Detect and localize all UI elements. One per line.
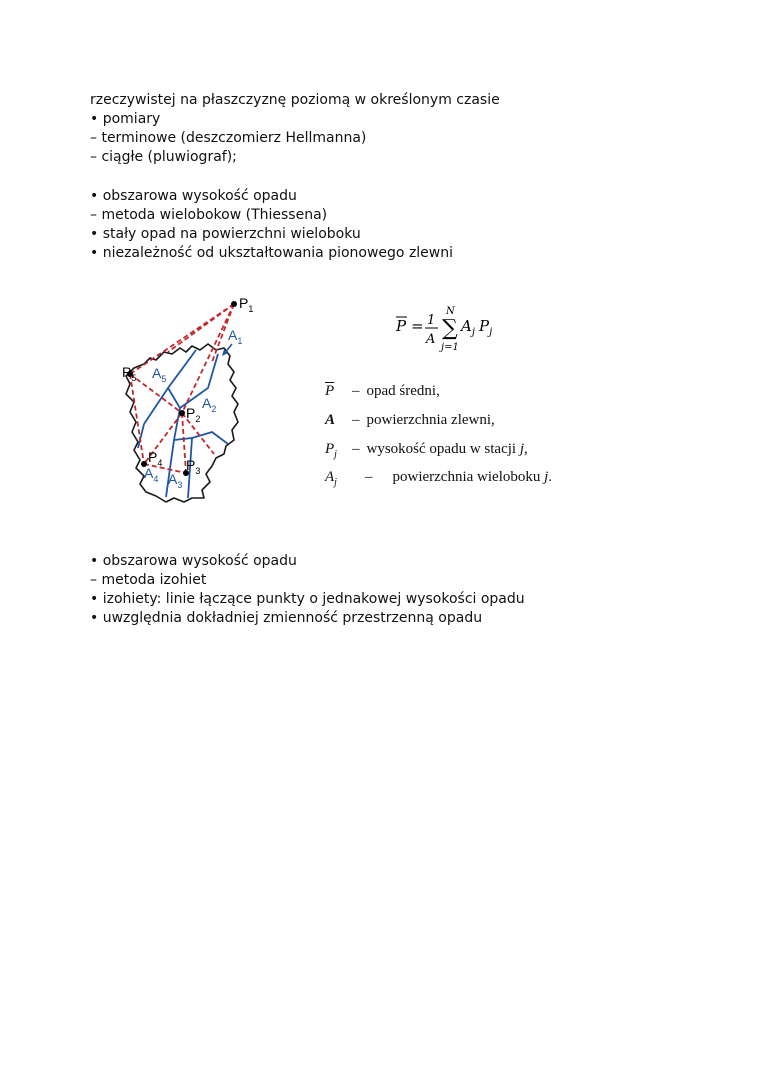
station-p2-dot: [179, 410, 185, 416]
stations: [127, 301, 237, 476]
text-line: • stały opad na powierzchni wieloboku: [90, 226, 361, 242]
legend-symbol: $\overline{P}$: [325, 383, 335, 399]
formula-equals: =: [411, 317, 424, 335]
legend-dash: –: [352, 412, 360, 428]
legend-dash: –: [352, 441, 360, 457]
connection-p5-p4: [130, 374, 144, 464]
legend-dash: –: [365, 469, 373, 485]
station-label-p2: $P_2$: [186, 405, 201, 424]
legend-text: powierzchnia zlewni,: [366, 412, 495, 428]
legend-dash: –: [352, 383, 360, 399]
formula-sum-symbol: ∑: [442, 316, 458, 341]
legend-row-polygon: [325, 468, 552, 492]
legend-row-mean: [325, 382, 440, 400]
area-label-a1: $A_1$: [228, 327, 243, 346]
formula-numerator: 1: [427, 313, 436, 328]
text-line: – terminowe (deszczomierz Hellmanna): [90, 130, 367, 146]
formula-lhs: P: [396, 317, 407, 335]
thiessen-diagram: [108, 292, 268, 512]
station-label-p1: $P_1$: [239, 295, 254, 314]
text-line: • uwzględnia dokładniej zmienność przestrzenną opadu: [90, 610, 483, 626]
text-line: • obszarowa wysokość opadu: [90, 188, 297, 204]
text-line: • niezależność od ukształtowania pionowego zlewni: [90, 245, 454, 261]
area-label-a2: $A_2$: [202, 395, 217, 414]
formula-sum-top: N: [446, 306, 455, 317]
legend-symbol: A: [325, 412, 336, 428]
legend-row-station: [325, 440, 528, 464]
text-line: • pomiary: [90, 111, 161, 127]
station-label-p4: $P_4$: [148, 449, 163, 468]
text-line: rzeczywistej na płaszczyznę poziomą w określonym czasie: [90, 92, 500, 108]
legend-text: opad średni,: [366, 383, 440, 399]
legend-text: wysokość opadu w stacji j,: [366, 441, 528, 457]
formula-sum-bottom: j=1: [441, 342, 459, 353]
area-label-a5: $A_5$: [152, 365, 167, 384]
mean-precipitation-formula: [394, 304, 504, 354]
polygon-edge: [180, 354, 218, 408]
legend-row-area: [325, 411, 495, 429]
area-label-a3: $A_3$: [168, 471, 183, 490]
polygon-edge: [138, 424, 144, 448]
text-line: • izohiety: linie łączące punkty o jednakowej wysokości opadu: [90, 591, 525, 607]
text-line: • obszarowa wysokość opadu: [90, 553, 297, 569]
text-line: – metoda izohiet: [90, 572, 207, 588]
station-p1-dot: [231, 301, 237, 307]
formula-term-p: $P_j$: [479, 317, 493, 338]
legend-symbol: $P_j$: [325, 441, 337, 460]
formula-term-a: $A_j$: [461, 317, 475, 338]
formula-denominator: A: [426, 332, 436, 347]
legend-text: powierzchnia wieloboku j.: [392, 469, 553, 485]
area-label-a4: $A_4$: [144, 465, 159, 484]
dashed-connections: [130, 304, 234, 473]
legend-symbol: $A_j$: [325, 469, 337, 488]
station-label-p5: $P_5$: [122, 364, 137, 383]
station-label-p3: $P_3$: [186, 457, 201, 476]
text-line: – metoda wielobokow (Thiessena): [90, 207, 328, 223]
text-line: – ciągłe (pluwiograf);: [90, 149, 237, 165]
